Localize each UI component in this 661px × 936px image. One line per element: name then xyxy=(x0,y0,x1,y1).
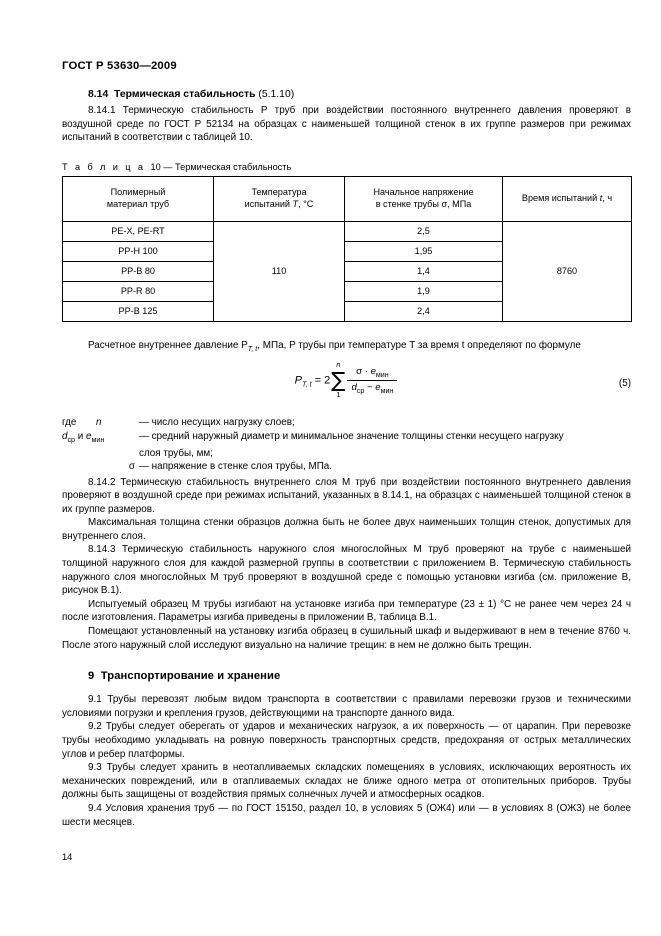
paragraph-9-2: 9.2 Трубы следует оберегать от ударов и механических нагрузок, а их поверхность — от царапин. При перевозке трубы необходимо укладывать на ровную поверхность транспортных средств, предохраняя от острых металлических углов и ребер платформы. xyxy=(62,721,631,760)
formula-intro-paragraph xyxy=(62,339,631,357)
where-line-sigma xyxy=(62,460,631,473)
formula-denominator xyxy=(347,381,397,395)
where-symbol-and: и xyxy=(75,430,87,442)
paragraph-9-3: 9.3 Трубы следует хранить в неотапливаемых складских помещениях в условиях, исключающих вероятность их механических повреждений, или в отапливаемых складах не ближе одного метра от отопительных приборов. Трубы должны быть защищены от воздействия прямых солнечных лучей и атмосферных осадков. xyxy=(62,762,631,801)
table-header-time-post: , ч xyxy=(602,192,613,203)
where-line-d-e xyxy=(62,430,631,447)
table-header-material-line2: материал труб xyxy=(106,198,170,209)
table-header-time-pre: Время испытаний xyxy=(521,192,600,203)
table-header-stress-line2-pre: в стенке трубы xyxy=(375,198,442,209)
formula-num-e: e xyxy=(370,366,376,378)
formula-lhs-subscript: T, t xyxy=(301,380,312,389)
paragraph-8-14-3-bend: Испытуемый образец М трубы изгибают на установке изгиба при температуре (23 ± 1) °С не ранее чем через 24 ч после изготовления. Параметры изгиба приведены в приложении В, таблица В.1. xyxy=(62,598,631,624)
table-header-stress-symbol: σ xyxy=(441,198,448,209)
where-def-d-e: — средний наружный диаметр и минимальное значение толщины стенки несущего нагрузку xyxy=(139,430,564,442)
table-header-temperature-line1: Температура xyxy=(251,187,307,198)
table-row xyxy=(63,221,632,241)
paragraph-8-14-3-oven: Помещают установленный на установку изгиба образец в сушильный шкаф и выдерживают в нем в течение 8760 ч. После этого наружный слой исследуют визуально на наличие трещин: в нем не должно быть трещин. xyxy=(62,626,631,651)
formula-numerator xyxy=(347,366,397,381)
paragraph-9-1: 9.1 Трубы перевозят любым видом транспорта в соответствии с правилами перевозки грузов и техническими условиями погрузки и крепления грузов, действующими на транспорте данного вида. xyxy=(62,694,631,719)
section-title-9: Транспортирование и хранение xyxy=(100,670,281,683)
cell-material: PE-X, PE-RT xyxy=(63,221,214,241)
where-symbol-e: e xyxy=(86,430,92,442)
section-title-8-14: Термическая стабильность xyxy=(114,89,256,100)
table-caption-title: Термическая стабильность xyxy=(175,161,292,172)
formula-den-minus: − xyxy=(366,382,373,394)
where-symbol-d-subscript: ср xyxy=(67,435,75,444)
paragraph-9-4: 9.4 Условия хранения труб — по ГОСТ 15150, раздел 10, в условиях 5 (ОЖ4) или — в условиях 8 (ОЖ3) не более шести месяцев. xyxy=(62,802,631,828)
table-header-stress-line2-post: , МПа xyxy=(447,198,472,209)
paragraph-8-14-2: 8.14.2 Термическую стабильность внутреннего слоя М труб при воздействии постоянного внутреннего давления проверяют в воздушной среде при режимах испытаний, указанных в 8.14.1, на образцах с наименьшей толщиной стенок в их группе размеров. xyxy=(62,476,631,515)
formula-equals: = xyxy=(314,374,322,387)
formula-lhs: P xyxy=(294,374,302,387)
table-header-material xyxy=(63,176,214,221)
table-header-time-symbol: t xyxy=(599,192,603,203)
formula-den-d: d xyxy=(351,382,357,394)
formula-den-d-subscript: ср xyxy=(356,387,365,396)
formula-expression xyxy=(62,360,631,400)
formula-intro-pre: Расчетное внутреннее давление P xyxy=(88,339,248,351)
table-body xyxy=(63,221,632,321)
paragraph-8-14-1: 8.14.1 Термическую стабильность Р труб при воздействии постоянного внутреннего давления проверяют в воздушной среде по ГОСТ Р 52134 на образцах с наименьшей толщиной стенок в их группе размеров при режимах испытаний в соответствии с таблицей 10. xyxy=(62,105,631,144)
cell-time: 8760 xyxy=(503,221,632,321)
table-header xyxy=(63,176,632,221)
document-header: ГОСТ Р 53630—2009 xyxy=(62,60,177,72)
cell-stress: 1,9 xyxy=(345,281,503,301)
section-ref-8-14: (5.1.10) xyxy=(258,89,295,100)
cell-stress: 2,5 xyxy=(345,221,503,241)
paragraph-8-14-3: 8.14.3 Термическую стабильность наружного слоя многослойных М труб проверяют на трубе с наименьшей толщиной наружного слоя для каждой размерной группы в соответствии с приложением В. Термическую стабильность наружного слоя многослойных М труб проверяют в воздушной среде с помощью установки изгиба (см. приложение В, рисунок В.1). xyxy=(62,544,631,597)
cell-stress: 1,95 xyxy=(345,241,503,261)
cell-material: PP-H 100 xyxy=(63,241,214,261)
formula-coefficient: 2 xyxy=(324,374,331,387)
formula-num-e-subscript: мин xyxy=(375,371,389,380)
section-number-8-14: 8.14 xyxy=(88,89,109,100)
table-caption-dash: — xyxy=(163,161,173,172)
table-header-temperature-line2-post: , °С xyxy=(298,198,314,209)
where-symbol-n xyxy=(96,416,139,429)
where-symbol-e-subscript: мин xyxy=(91,435,105,444)
cell-stress: 1,4 xyxy=(345,261,503,281)
cell-material: PP-R 80 xyxy=(63,281,214,301)
formula-intro-rest: , МПа, P трубы при температуре T за время t определяют по формуле xyxy=(257,339,581,351)
page-number: 14 xyxy=(62,852,73,862)
formula-den-e-subscript: мин xyxy=(380,387,394,396)
table-header-material-line1: Полимерный xyxy=(110,187,166,198)
formula-5 xyxy=(62,360,631,410)
formula-intro-subscript: T, t xyxy=(247,344,258,353)
summation-icon: n ∑ 1 xyxy=(331,360,346,400)
table-header-row xyxy=(63,176,632,221)
where-definitions xyxy=(62,416,631,473)
formula-number: (5) xyxy=(618,378,631,390)
where-symbol-n-text: n xyxy=(96,417,102,429)
where-symbol-d: d xyxy=(62,430,68,442)
where-line-n xyxy=(62,416,631,429)
section-heading-8-14 xyxy=(62,89,631,100)
table-caption xyxy=(62,162,631,172)
thermal-stability-table xyxy=(62,176,632,322)
table-header-temperature xyxy=(214,176,345,221)
cell-temperature: 110 xyxy=(214,221,345,321)
where-symbol-d-e xyxy=(62,430,139,447)
table-caption-label: Т а б л и ц а xyxy=(62,161,146,172)
where-def-n: — число несущих нагрузку слоев; xyxy=(139,417,295,429)
cell-stress: 2,4 xyxy=(345,301,503,321)
table-header-stress xyxy=(345,176,503,221)
where-lead-word: где xyxy=(62,417,77,429)
table-header-stress-line1: Начальное напряжение xyxy=(373,187,474,198)
formula-num-sigma: σ xyxy=(356,366,363,378)
formula-num-dot: · xyxy=(364,366,368,378)
where-symbol-sigma: σ xyxy=(128,461,135,473)
table-header-temperature-line2-pre: испытаний xyxy=(244,198,293,209)
cell-material: PP-B 125 xyxy=(63,301,214,321)
section-number-9: 9 xyxy=(88,670,95,683)
formula-fraction xyxy=(347,366,397,395)
document-body xyxy=(62,89,631,829)
formula-sum-lower: 1 xyxy=(336,390,341,400)
table-caption-number: 10 xyxy=(150,161,161,172)
paragraph-8-14-2-cont: Максимальная толщина стенки образцов должна быть не более двух наименьших толщин стенок, допустимых для внутреннего слоя. xyxy=(62,517,631,542)
section-heading-9 xyxy=(62,670,631,682)
where-def-d-e-continued: слоя трубы, мм; xyxy=(139,447,213,459)
where-def-sigma: — напряжение в стенке слоя трубы, МПа. xyxy=(139,461,333,473)
table-header-time xyxy=(503,176,632,221)
table-header-temperature-symbol: T xyxy=(292,198,299,209)
formula-sum-upper: n xyxy=(336,360,341,370)
cell-material: PP-B 80 xyxy=(63,261,214,281)
formula-den-e: e xyxy=(375,382,381,394)
